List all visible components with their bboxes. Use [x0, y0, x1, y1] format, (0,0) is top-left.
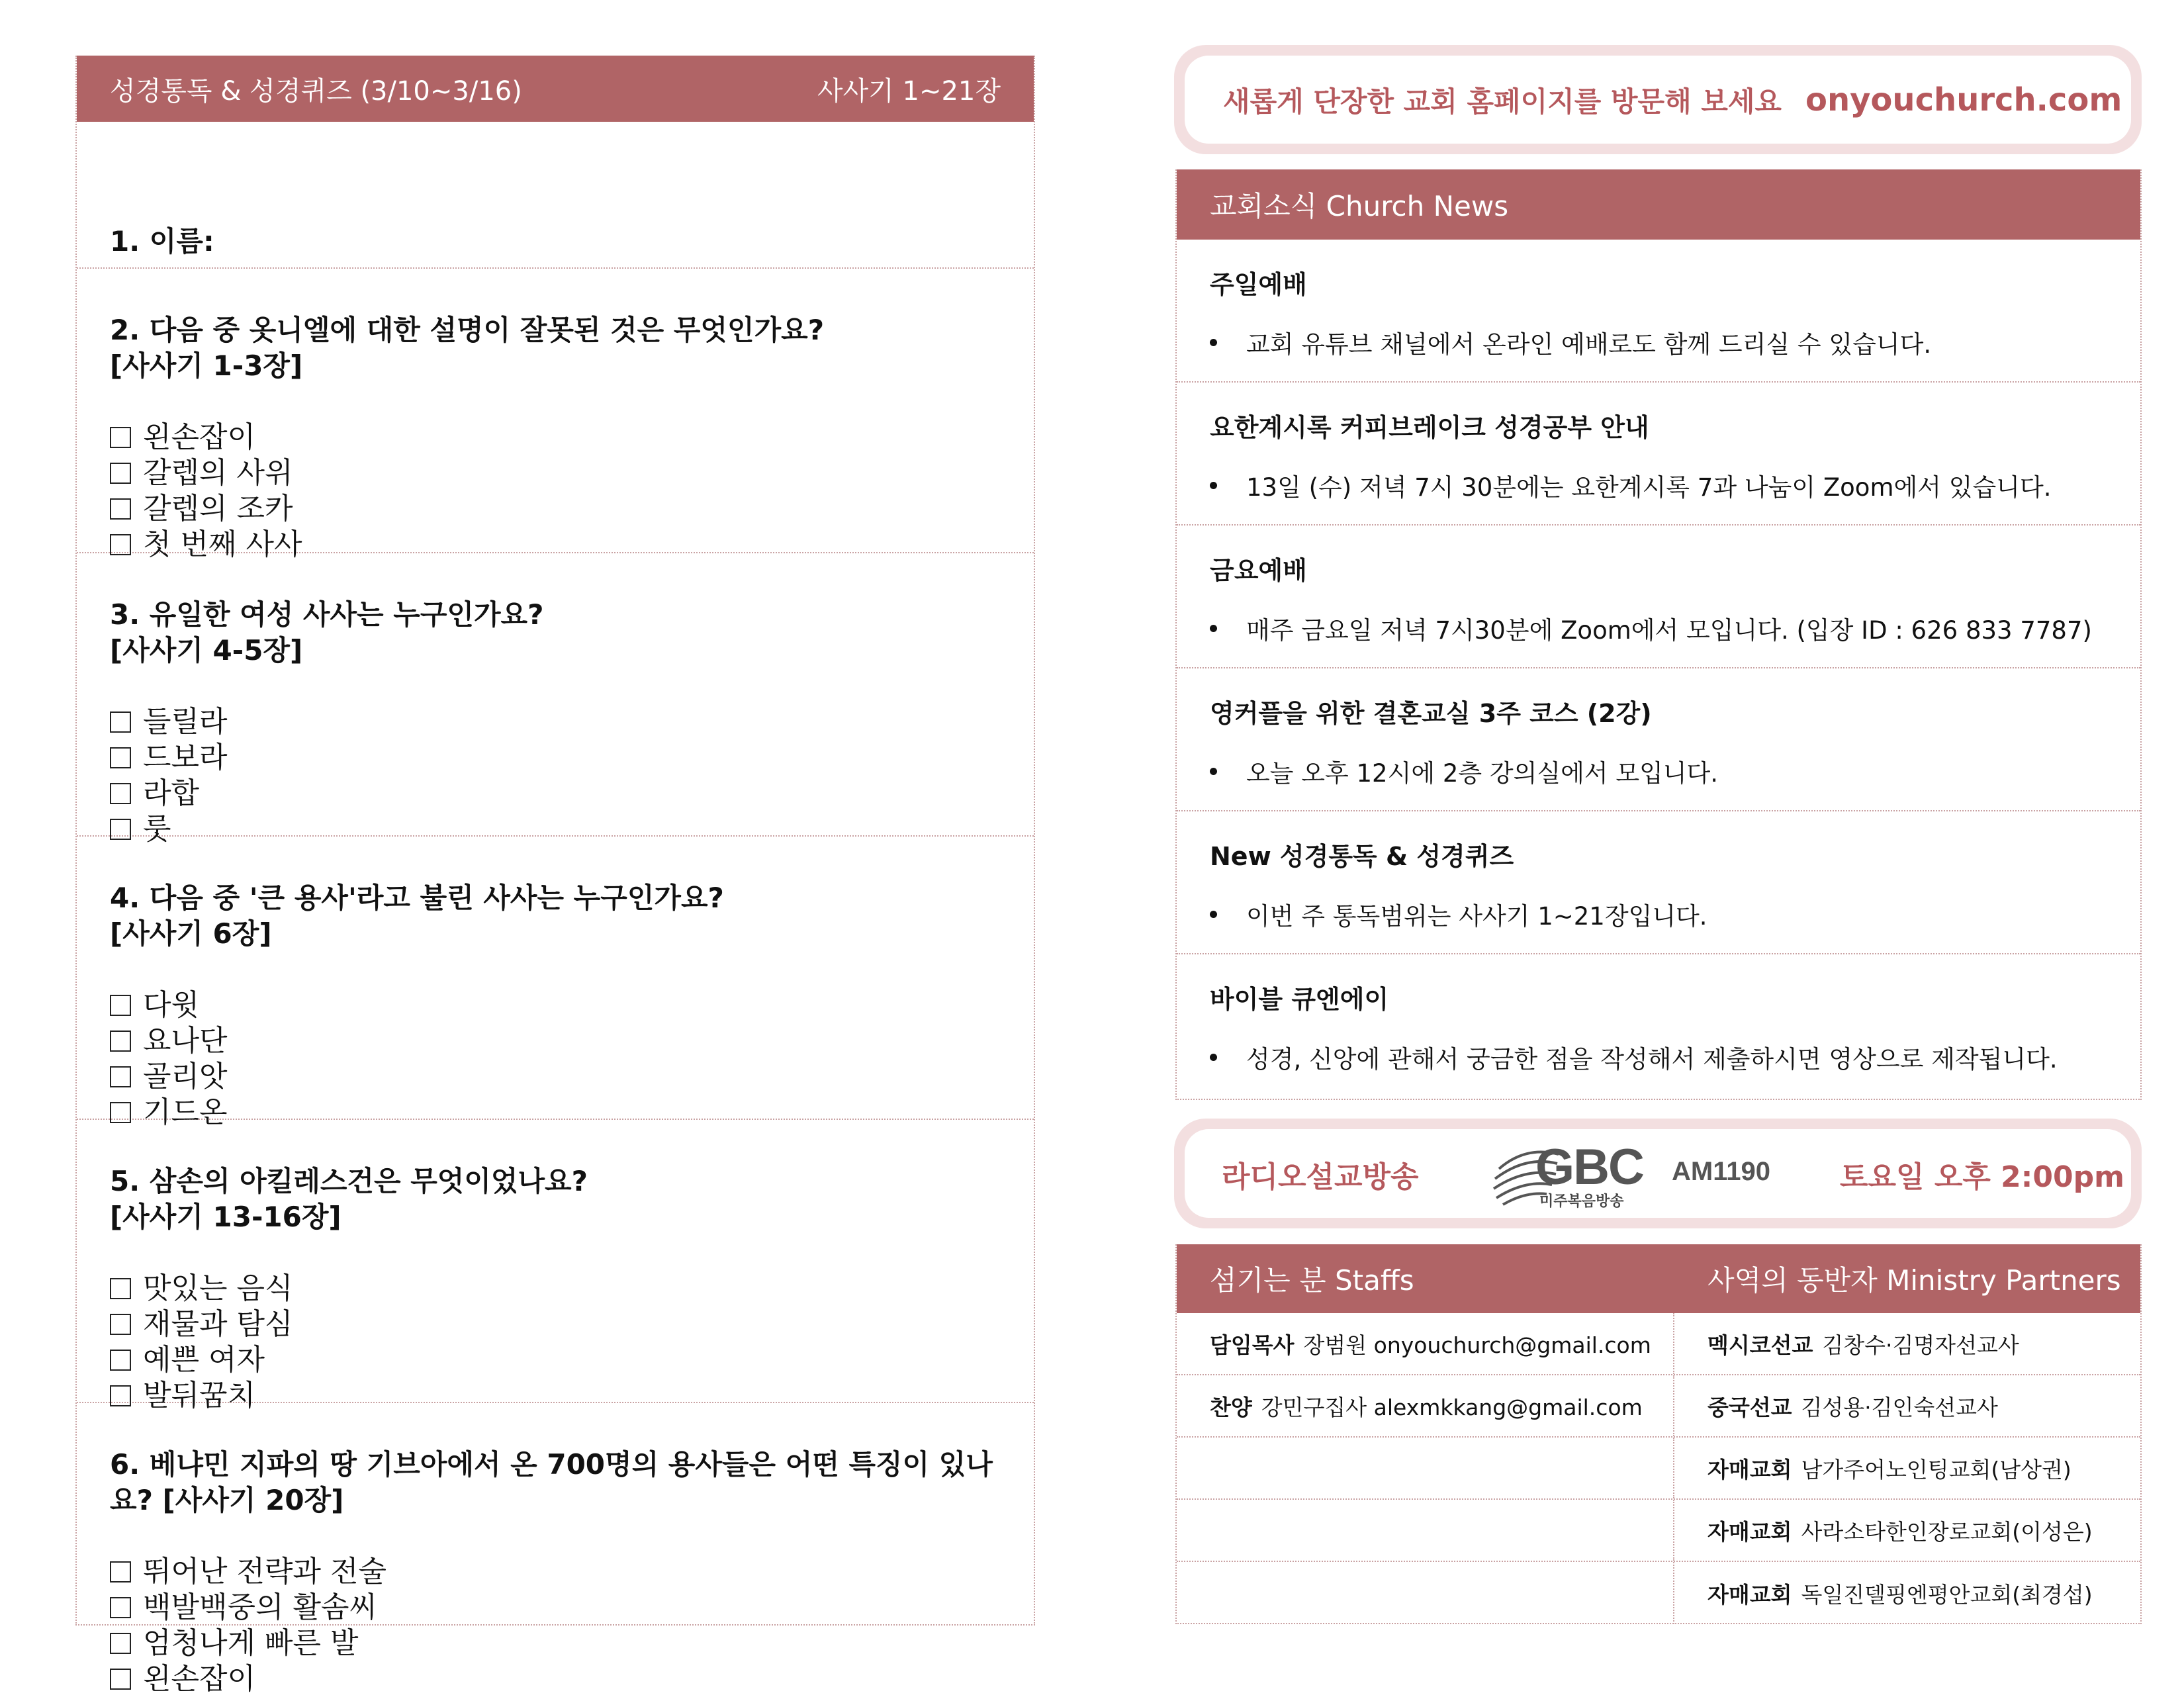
partner-info: 사라소타한인장로교회(이성은) — [1801, 1518, 2093, 1545]
news-title: New 성경통독 & 성경퀴즈 — [1210, 842, 1514, 871]
quiz-panel — [75, 56, 1035, 1696]
homepage-banner — [1174, 45, 2142, 154]
staff-info: 강민구집사 alexmkkang@gmail.com — [1261, 1394, 1643, 1420]
option-label: 발뒤꿈치 — [143, 1379, 256, 1412]
radio-label: 라디오설교방송 — [1222, 1160, 1419, 1194]
option[interactable] — [110, 491, 1001, 527]
checkbox-icon[interactable] — [110, 1314, 131, 1335]
option[interactable] — [110, 704, 1001, 740]
option-label: 왼손잡이 — [143, 420, 256, 454]
question-6 — [77, 1403, 1034, 1696]
option-label: 왼손잡이 — [143, 1662, 256, 1696]
news-item — [1177, 668, 2140, 811]
news-item — [1177, 811, 2140, 954]
option[interactable] — [110, 455, 1001, 491]
checkbox-icon[interactable] — [110, 1669, 131, 1690]
radio-banner-inner — [1185, 1129, 2131, 1218]
option[interactable] — [110, 1023, 1001, 1059]
staff-role: 찬양 — [1210, 1394, 1252, 1420]
option[interactable] — [110, 1626, 1001, 1661]
option[interactable] — [110, 1590, 1001, 1626]
partner-role: 자매교회 — [1707, 1518, 1792, 1545]
question-title: 3. 유일한 여성 사사는 누구인가요? — [110, 598, 544, 631]
checkbox-icon[interactable] — [110, 1385, 131, 1406]
bullet-icon — [1210, 911, 1217, 918]
partner-info: 김성용·김인숙선교사 — [1801, 1394, 1998, 1420]
checkbox-icon[interactable] — [110, 711, 131, 733]
table-row — [1177, 1562, 2140, 1624]
news-title: 금요예배 — [1210, 556, 1307, 585]
partner-info: 김창수·김명자선교사 — [1822, 1332, 2019, 1358]
option-label: 첫 번째 사사 — [143, 527, 302, 561]
quiz-header — [77, 56, 1034, 122]
news-title: 요한계시록 커피브레이크 성경공부 안내 — [1210, 413, 1649, 442]
quiz-title: 성경통독 & 성경퀴즈 (3/10~3/16) — [110, 75, 522, 107]
question-ref: [사사기 13-16장] — [110, 1201, 341, 1233]
option-label: 재물과 탐심 — [143, 1307, 293, 1341]
news-body: 오늘 오후 12시에 2층 강의실에서 모입니다. — [1246, 759, 1719, 788]
gbc-logo-subtitle: 미주복음방송 — [1539, 1193, 1624, 1210]
question-title: 5. 삼손의 아킬레스건은 무엇이었나요? — [110, 1165, 588, 1197]
option-label: 골리앗 — [143, 1060, 228, 1093]
option-label: 다윗 — [143, 988, 200, 1022]
staff-header-left: 섬기는 분 Staffs — [1210, 1264, 1414, 1297]
option-label: 드보라 — [143, 741, 228, 774]
radio-banner — [1174, 1119, 2142, 1228]
news-item — [1177, 526, 2140, 668]
question-ref: [사사기 4-5장] — [110, 634, 303, 666]
radio-frequency: AM1190 — [1672, 1157, 1770, 1186]
question-5 — [77, 1120, 1034, 1412]
gbc-logo-text: GBC — [1535, 1139, 1643, 1195]
checkbox-icon[interactable] — [110, 1278, 131, 1299]
partner-role: 중국선교 — [1707, 1394, 1792, 1420]
news-item — [1177, 954, 2140, 1097]
option[interactable] — [110, 1271, 1001, 1307]
checkbox-icon[interactable] — [110, 1597, 131, 1618]
option-label: 예쁜 여자 — [143, 1343, 265, 1377]
staff-header-right: 사역의 동반자 Ministry Partners — [1707, 1264, 2121, 1297]
news-title: 바이블 큐엔에이 — [1210, 985, 1389, 1014]
option-label: 라합 — [143, 776, 200, 810]
staff-info: 장범원 onyouchurch@gmail.com — [1303, 1332, 1651, 1358]
news-body: 성경, 신앙에 관해서 궁금한 점을 작성해서 제출하시면 영상으로 제작됩니다. — [1246, 1045, 2058, 1074]
checkbox-icon[interactable] — [110, 1066, 131, 1087]
bullet-icon — [1210, 339, 1217, 346]
table-row — [1177, 1438, 2140, 1500]
question-ref: [사사기 1-3장] — [110, 349, 303, 382]
news-title: 영커플을 위한 결혼교실 3주 코스 (2강) — [1210, 699, 1652, 728]
bullet-icon — [1210, 768, 1217, 775]
staff-role: 담임목사 — [1210, 1332, 1295, 1358]
option[interactable] — [110, 1342, 1001, 1378]
question-title: 6. 베냐민 지파의 땅 기브아에서 온 700명의 용사들은 어떤 특징이 있나 — [110, 1448, 993, 1481]
checkbox-icon[interactable] — [110, 1031, 131, 1052]
option[interactable] — [110, 740, 1001, 776]
checkbox-icon[interactable] — [110, 1102, 131, 1123]
checkbox-icon[interactable] — [110, 1633, 131, 1654]
church-news — [1175, 169, 2142, 1100]
option[interactable] — [110, 987, 1001, 1023]
staff-header — [1177, 1244, 2140, 1313]
checkbox-icon[interactable] — [110, 1350, 131, 1371]
table-row — [1177, 1313, 2140, 1375]
news-item — [1177, 383, 2140, 526]
table-row — [1177, 1375, 2140, 1438]
homepage-banner-inner — [1185, 56, 2131, 144]
option[interactable] — [110, 1554, 1001, 1590]
partner-role: 멕시코선교 — [1707, 1332, 1813, 1358]
news-body: 매주 금요일 저녁 7시30분에 Zoom에서 모입니다. (입장 ID : 626 833 7787) — [1246, 616, 2092, 645]
partner-role: 자매교회 — [1707, 1456, 1792, 1483]
checkbox-icon[interactable] — [110, 427, 131, 448]
option-label: 들릴라 — [143, 705, 228, 739]
option[interactable] — [110, 1059, 1001, 1095]
option-label: 요나단 — [143, 1024, 228, 1058]
question-title: 4. 다음 중 '큰 용사'라고 불린 사사는 누구인가요? — [110, 882, 724, 914]
checkbox-icon[interactable] — [110, 534, 131, 555]
option[interactable] — [110, 1307, 1001, 1342]
question-3 — [77, 553, 1034, 846]
staff-table — [1175, 1244, 2142, 1624]
question-2 — [77, 269, 1034, 561]
checkbox-icon[interactable] — [110, 783, 131, 804]
homepage-text: 새롭게 단장한 교회 홈페이지를 방문해 보세요 — [1223, 85, 1782, 118]
question-4 — [77, 837, 1034, 1129]
news-body: 교회 유튜브 채널에서 온라인 예배로도 함께 드리실 수 있습니다. — [1246, 330, 1932, 359]
news-header: 교회소식 Church News — [1177, 169, 2140, 240]
name-field[interactable] — [77, 122, 1034, 269]
table-row — [1177, 1500, 2140, 1562]
bullet-icon — [1210, 625, 1217, 632]
question-title: 2. 다음 중 옷니엘에 대한 설명이 잘못된 것은 무엇인가요? — [110, 314, 825, 346]
partner-info: 남가주어노인팅교회(남상권) — [1801, 1456, 2071, 1483]
option-label: 백발백중의 활솜씨 — [143, 1590, 378, 1624]
question-ref: [사사기 6장] — [110, 917, 272, 950]
radio-time: 토요일 오후 2:00pm — [1840, 1160, 2124, 1194]
option-label: 갈렙의 사위 — [143, 456, 293, 490]
news-item — [1177, 240, 2140, 383]
question-ref: 요? [사사기 20장] — [110, 1484, 344, 1516]
name-label: 1. 이름: — [110, 225, 214, 257]
checkbox-icon[interactable] — [110, 463, 131, 484]
option-label: 갈렙의 조카 — [143, 492, 293, 526]
quiz-range: 사사기 1~21장 — [817, 75, 1001, 107]
news-body: 이번 주 통독범위는 사사기 1~21장입니다. — [1246, 902, 1707, 931]
checkbox-icon[interactable] — [110, 1561, 131, 1582]
option[interactable] — [110, 1661, 1001, 1697]
news-body: 13일 (수) 저녁 7시 30분에는 요한계시록 7과 나눔이 Zoom에서 있습니다. — [1246, 473, 2052, 502]
checkbox-icon[interactable] — [110, 498, 131, 520]
news-title: 주일예배 — [1210, 270, 1307, 299]
option-label: 기드온 — [143, 1095, 228, 1129]
option[interactable] — [110, 776, 1001, 811]
option-label: 엄청나게 빠른 발 — [143, 1626, 359, 1660]
checkbox-icon[interactable] — [110, 995, 131, 1016]
checkbox-icon[interactable] — [110, 819, 131, 840]
partner-info: 독일진델핑엔평안교회(최경섭) — [1801, 1581, 2093, 1608]
option-label: 뛰어난 전략과 전술 — [143, 1555, 387, 1588]
bullet-icon — [1210, 482, 1217, 489]
checkbox-icon[interactable] — [110, 747, 131, 768]
bullet-icon — [1210, 1054, 1217, 1061]
option[interactable] — [110, 420, 1001, 455]
partner-role: 자매교회 — [1707, 1581, 1792, 1608]
option-label: 맛있는 음식 — [143, 1271, 293, 1305]
option-label: 룻 — [143, 812, 171, 846]
homepage-link[interactable]: onyouchurch.com — [1805, 81, 2122, 118]
